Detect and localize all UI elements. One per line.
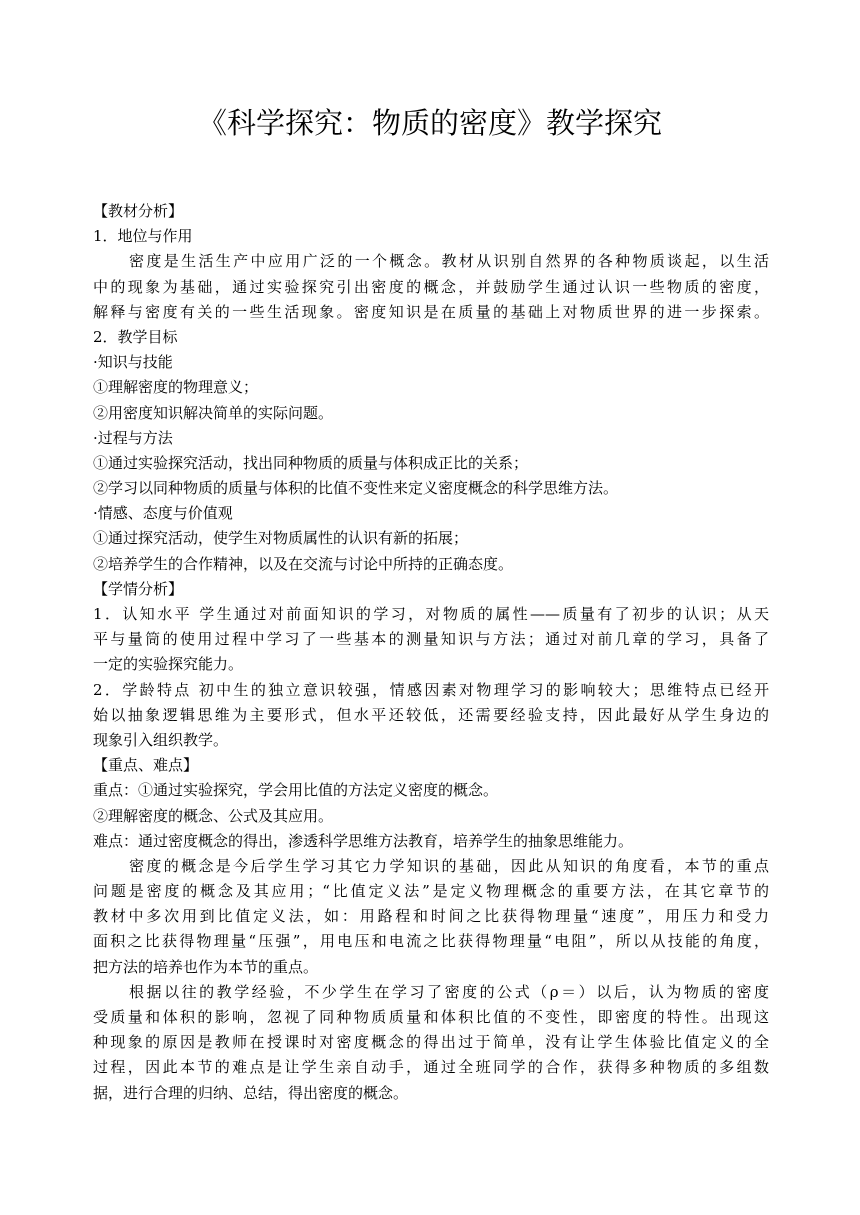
paragraph-line: 一定的实验探究能力。 [93, 655, 244, 674]
paragraph-line: 密度的概念是今后学生学习其它力学知识的基础，因此从知识的角度看，本节的重点 [129, 856, 769, 875]
paragraph-line: 问题是密度的概念及其应用；“比值定义法”是定义物理概念的重要方法，在其它章节的 [93, 882, 769, 901]
paragraph-line: 根据以往的教学经验，不少学生在学习了密度的公式（ρ＝）以后，认为物质的密度 [129, 982, 769, 1001]
paragraph-line: 始以抽象逻辑思维为主要形式，但水平还较低，还需要经验支持，因此最好从学生身边的 [93, 705, 769, 724]
document-title: 《科学探究：物质的密度》教学探究 [197, 106, 662, 140]
bullet-heading: ·情感、态度与价值观 [93, 504, 233, 523]
paragraph-line: 教材中多次用到比值定义法，如：用路程和时间之比获得物理量“速度”，用压力和受力 [93, 907, 769, 926]
section-heading-key-points: 【重点、难点】 [93, 756, 199, 775]
section-heading-student-analysis: 【学情分析】 [93, 579, 184, 598]
paragraph-line: 重点：①通过实验探究，学会用比值的方法定义密度的概念。 [93, 781, 499, 800]
paragraph-line: 2．学龄特点 初中生的独立意识较强，情感因素对物理学习的影响较大；思维特点已经开 [93, 680, 769, 699]
subheading-teaching-goals: 2．教学目标 [93, 327, 178, 346]
paragraph-line: ②理解密度的概念、公式及其应用。 [93, 806, 334, 825]
paragraph-line: 解释与密度有关的一些生活现象。密度知识是在质量的基础上对物质世界的进一步探索。 [93, 302, 769, 321]
paragraph-line: 密度是生活生产中应用广泛的一个概念。教材从识别自然界的各种物质谈起，以生活 [129, 252, 769, 271]
list-item: ②用密度知识解决简单的实际问题。 [93, 403, 334, 422]
paragraph-line: 现象引入组织教学。 [93, 730, 229, 749]
paragraph-line: 据，进行合理的归纳、总结，得出密度的概念。 [93, 1083, 409, 1102]
list-item: ①通过探究活动，使学生对物质属性的认识有新的拓展； [93, 529, 469, 548]
list-item: ①理解密度的物理意义； [93, 378, 259, 397]
subheading-position-and-role: 1．地位与作用 [93, 227, 193, 246]
paragraph-line: 面积之比获得物理量“压强”，用电压和电流之比获得物理量“电阻”，所以从技能的角度， [93, 932, 769, 951]
paragraph-line: 过程，因此本节的难点是让学生亲自动手，通过全班同学的合作，获得多种物质的多组数 [93, 1058, 769, 1077]
bullet-heading: ·知识与技能 [93, 353, 173, 372]
paragraph-line: 受质量和体积的影响，忽视了同种物质质量和体积比值的不变性，即密度的特性。出现这 [93, 1008, 769, 1026]
list-item: ①通过实验探究活动，找出同种物质的质量与体积成正比的关系； [93, 453, 529, 472]
list-item: ②培养学生的合作精神，以及在交流与讨论中所持的正确态度。 [93, 554, 514, 573]
paragraph-line: 难点：通过密度概念的得出，渗透科学思维方法教育，培养学生的抽象思维能力。 [93, 831, 634, 850]
section-heading-textbook-analysis: 【教材分析】 [93, 202, 184, 220]
paragraph-line: 把方法的培养也作为本节的重点。 [93, 957, 319, 976]
paragraph-line: 平与量筒的使用过程中学习了一些基本的测量知识与方法；通过对前几章的学习，具备了 [93, 630, 769, 649]
paragraph-line: 种现象的原因是教师在授课时对密度概念的得出过于简单，没有让学生体验比值定义的全 [93, 1033, 769, 1052]
paragraph-line: 1．认知水平 学生通过对前面知识的学习，对物质的属性——质量有了初步的认识；从天 [93, 605, 769, 623]
paragraph-line: 中的现象为基础，通过实验探究引出密度的概念，并鼓励学生通过认识一些物质的密度， [93, 277, 769, 296]
bullet-heading: ·过程与方法 [93, 428, 173, 447]
list-item: ②学习以同种物质的质量与体积的比值不变性来定义密度概念的科学思维方法。 [93, 479, 619, 498]
document-body [93, 199, 769, 1106]
